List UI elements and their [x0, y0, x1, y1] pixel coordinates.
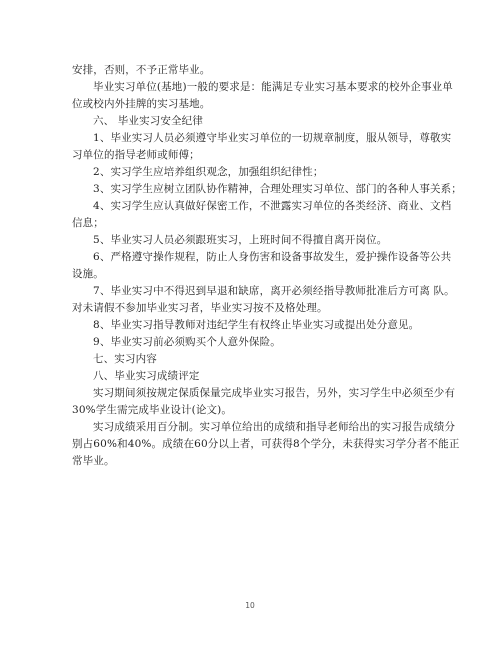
list-item: 6、严格遵守操作规程，防止人身伤害和设备事故发生，爱护操作设备等公共	[93, 251, 452, 263]
list-item: 1、毕业实习人员必须遵守毕业实习单位的一切规章制度，服从领导，尊敬实	[93, 132, 452, 144]
list-item: 3、实习学生应树立团队协作精神，合理处理实习单位、部门的各种人事关系；	[93, 183, 462, 195]
body-line: 安排，否则，不予正常毕业。	[72, 64, 211, 76]
list-item: 5、毕业实习人员必须跟班实习，上班时间不得擅自离开岗位。	[93, 234, 388, 246]
list-item-continuation: 习单位的指导老师或师傅；	[72, 149, 200, 161]
list-item: 8、毕业实习指导教师对违纪学生有权终止毕业实习或提出处分意见。	[93, 319, 420, 331]
body-line: 实习成绩采用百分制。实习单位给出的成绩和指导老师给出的实习报告成绩分	[93, 421, 456, 433]
section-heading: 八、毕业实习成绩评定	[93, 370, 200, 382]
body-line: 常毕业。	[72, 455, 115, 467]
body-line: 30%学生需完成毕业设计(论文)。	[72, 404, 233, 416]
list-item-continuation: 信息；	[72, 217, 104, 229]
page-number: 10	[245, 601, 255, 610]
document-body	[72, 62, 462, 470]
body-line: 毕业实习单位(基地)一般的要求是：能满足专业实习基本要求的校外企事业单	[93, 81, 453, 93]
body-line: 位或校内外挂牌的实习基地。	[72, 98, 211, 110]
body-line: 别占60%和40%。成绩在60分以上者，可获得8个学分，未获得实习学分者不能正	[72, 438, 460, 450]
list-item: 9、毕业实习前必须购买个人意外保险。	[93, 336, 281, 348]
section-heading: 七、实习内容	[93, 353, 157, 365]
list-item-continuation: 对未请假不参加毕业实习者，毕业实习按不及格处理。	[72, 302, 328, 314]
list-item: 4、实习学生应认真做好保密工作，不泄露实习单位的各类经济、商业、文档	[93, 200, 452, 212]
list-item: 7、毕业实习中不得迟到早退和缺席，离开必须经指导教师批准后方可离 队。	[93, 285, 455, 297]
body-line: 实习期间须按规定保质保量完成毕业实习报告，另外，实习学生中必须至少有	[93, 387, 456, 399]
list-item: 2、实习学生应培养组织观念，加强组织纪律性；	[93, 166, 324, 178]
list-item-continuation: 设施。	[72, 268, 104, 280]
section-heading: 六、 毕业实习安全纪律	[93, 115, 203, 127]
